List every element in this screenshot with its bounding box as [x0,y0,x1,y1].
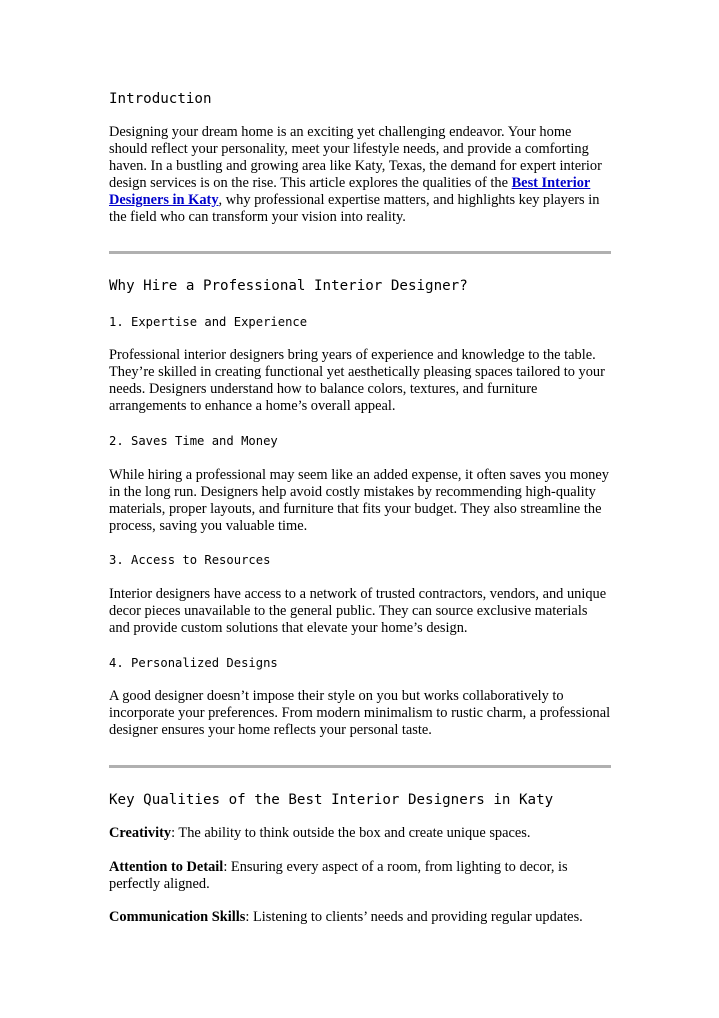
quality-item-1 [109,825,611,842]
why-hire-item-title-3: 3. Access to Resources [109,553,271,567]
why-hire-heading: Why Hire a Professional Interior Designer? [109,278,468,294]
why-hire-item-text-1: Professional interior designers bring years of experience and knowledge to the table. They’re skilled in creating functional yet aesthetically pleasing spaces tailored to your needs. Designers understand how to balance colors, textures, and furniture arrangements to enhance a home’s overall appeal. [109,347,605,414]
section-divider-2 [109,765,611,768]
why-hire-item-title-1: 1. Expertise and Experience [109,315,308,329]
why-hire-item-title-2: 2. Saves Time and Money [109,434,278,448]
intro-paragraph [109,124,611,226]
best-interior-designers-link[interactable]: Best Interior Designers in Katy [109,175,591,208]
quality-item-3 [109,909,611,926]
intro-text-after-link: , why professional expertise matters, and highlights key players in the field who can transform your vision into reality. [109,192,600,225]
why-hire-item-text-4: A good designer doesn’t impose their style on you but works collaboratively to incorporate your preferences. From modern minimalism to rustic charm, a professional designer ensures your home reflects your personal taste. [109,688,611,738]
quality-text-1: : The ability to think outside the box and create unique spaces. [171,825,531,841]
quality-term-2: Attention to Detail [109,859,224,875]
intro-text-before-link: Designing your dream home is an exciting yet challenging endeavor. Your home should reflect your personality, meet your lifestyle needs, and provide a comforting haven. In a bustling and growing area like Katy, Texas, the demand for expert interior design services is on the rise. This article explores the qualities of the [109,124,602,191]
quality-text-2: : Ensuring every aspect of a room, from lighting to decor, is perfectly aligned. [109,859,568,892]
quality-term-3: Communication Skills [109,909,246,925]
why-hire-item-title-4: 4. Personalized Designs [109,656,278,670]
section-divider-1 [109,251,611,254]
quality-item-2 [109,859,611,893]
why-hire-item-text-3: Interior designers have access to a network of trusted contractors, vendors, and unique decor pieces unavailable to the general public. They can source exclusive materials and provide custom solutions that elevate your home’s design. [109,586,607,636]
quality-text-3: : Listening to clients’ needs and providing regular updates. [245,909,583,925]
intro-heading: Introduction [109,91,212,107]
qualities-heading: Key Qualities of the Best Interior Designers in Katy [109,792,554,808]
why-hire-item-text-2: While hiring a professional may seem like an added expense, it often saves you money in the long run. Designers help avoid costly mistakes by recommending high-quality materials, proper layouts, and furniture that fits your budget. They also streamline the process, saving you valuable time. [109,467,609,534]
quality-term-1: Creativity [109,825,172,841]
